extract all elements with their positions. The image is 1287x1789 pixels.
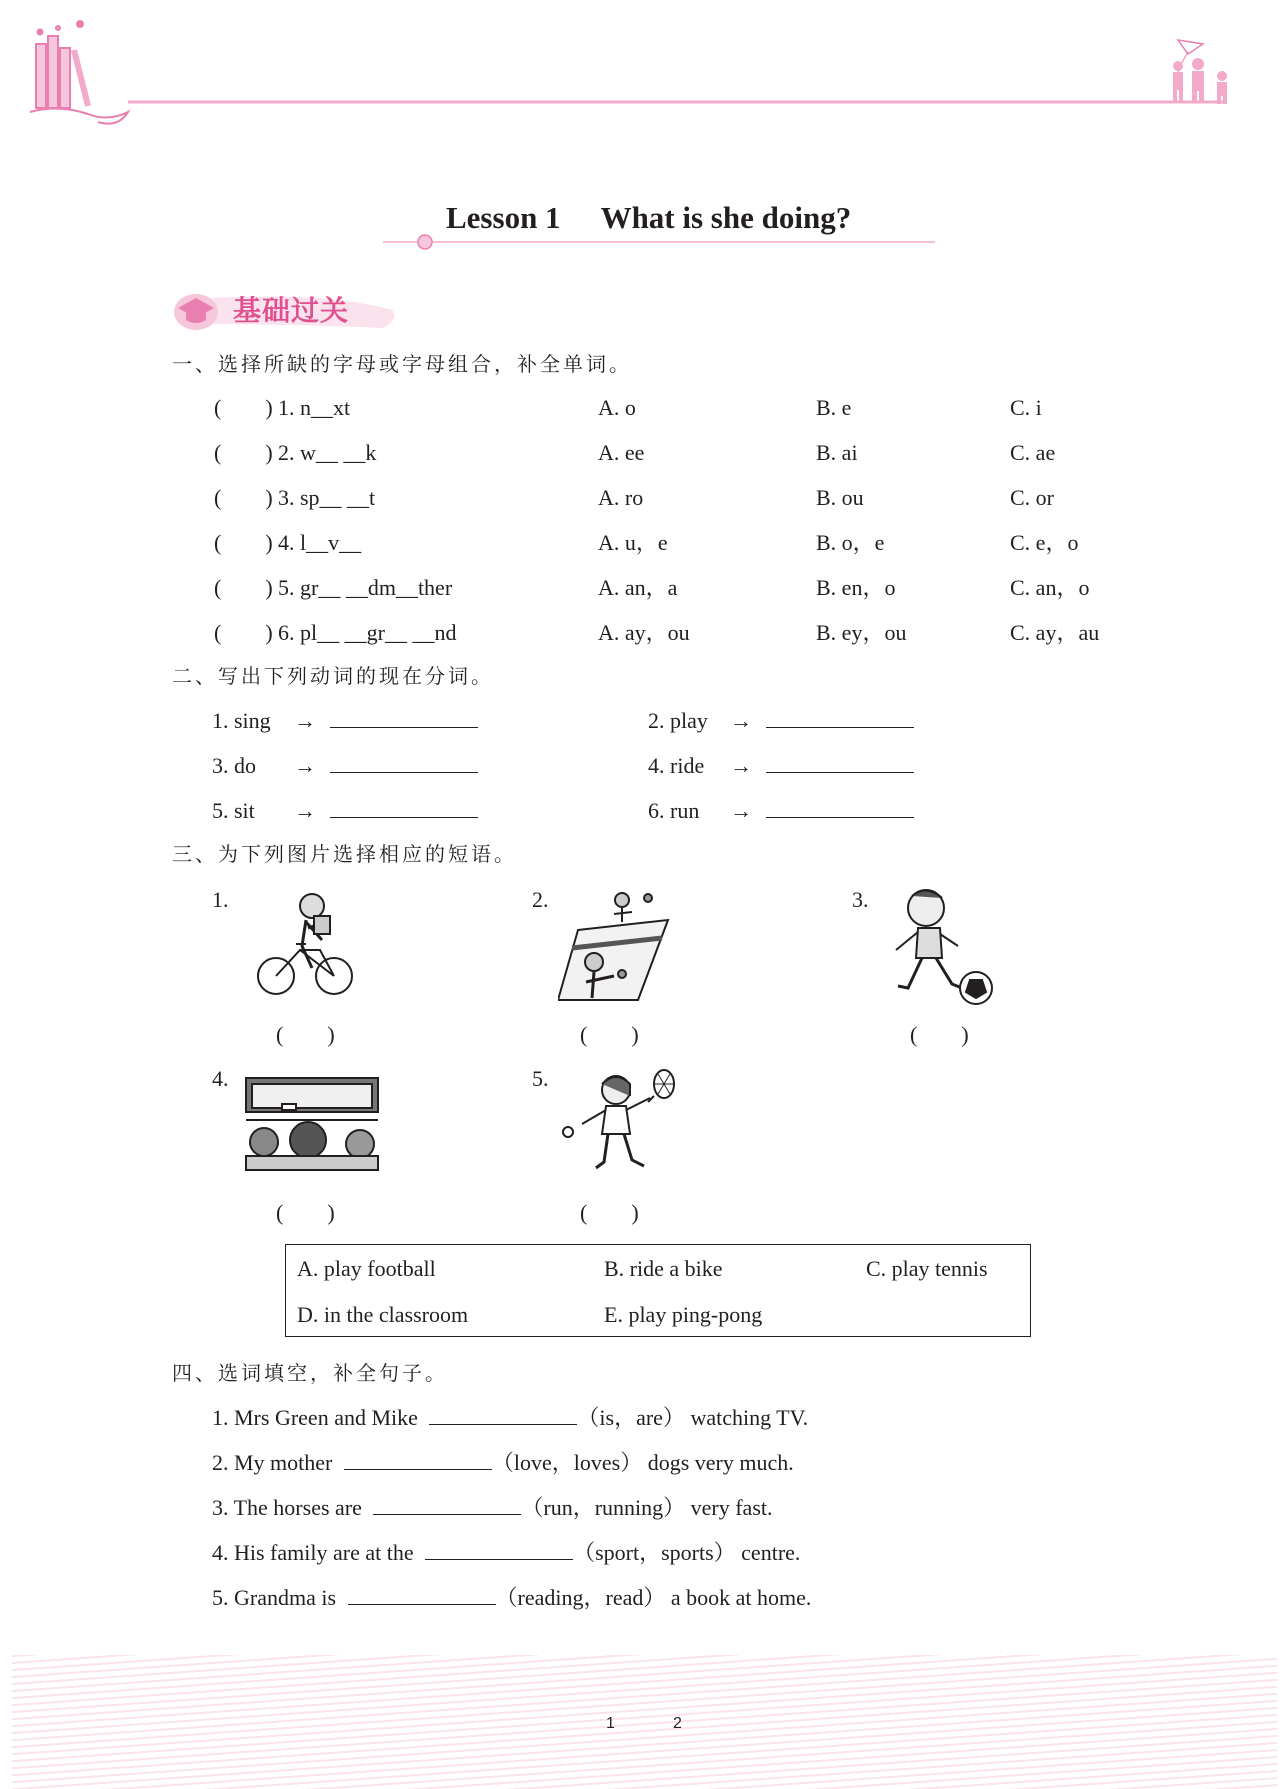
option-a: A. ro (598, 485, 644, 510)
sentence-end: a book at home. (670, 1585, 812, 1610)
answer-bracket[interactable]: ( ) (580, 1022, 639, 1047)
lesson-title (446, 200, 851, 236)
sentence-item (212, 1584, 811, 1612)
page-number-right: 2 (673, 1715, 682, 1732)
answer-blank[interactable] (425, 1539, 573, 1560)
option-c: C. play tennis (866, 1256, 988, 1281)
verb-label: 5. sit (212, 798, 255, 823)
books-logo-icon (30, 21, 128, 124)
answer-blank[interactable] (766, 752, 914, 773)
verb-label: 6. run (648, 798, 700, 823)
picture-number: 2. (532, 887, 549, 912)
answer-blank[interactable] (330, 707, 478, 728)
verb-label: 2. play (648, 708, 708, 733)
arrow-icon: → (730, 798, 752, 823)
picture-number: 1. (212, 887, 229, 912)
answer-blank[interactable] (330, 752, 478, 773)
sentence-end: dogs very much. (647, 1450, 794, 1475)
answer-blank[interactable] (766, 797, 914, 818)
word-choice: （love，loves） (491, 1450, 643, 1475)
footer-band (12, 1655, 1277, 1789)
boy-playing-football-icon (882, 884, 998, 1008)
options-box (285, 1244, 1031, 1337)
answer-bracket[interactable]: ( ) (214, 395, 273, 420)
option-a: A. u，e (598, 530, 668, 555)
word-choice: （run，running） (521, 1495, 686, 1520)
question-text: 1. n__xt (278, 395, 351, 420)
girl-playing-tennis-icon (560, 1068, 686, 1180)
page-number-left: 1 (606, 1715, 615, 1732)
picture-number: 4. (212, 1066, 229, 1091)
answer-bracket[interactable]: ( ) (214, 620, 273, 645)
answer-blank[interactable] (330, 797, 478, 818)
word-choice: （is，are） (577, 1405, 685, 1430)
part4-heading: 四、选词填空，补全句子。 (172, 1361, 448, 1385)
answer-bracket[interactable]: ( ) (580, 1200, 639, 1225)
answer-blank[interactable] (766, 707, 914, 728)
answer-bracket[interactable]: ( ) (276, 1022, 335, 1047)
sentence-start: 5. Grandma is (212, 1585, 337, 1610)
sentence-start: 2. My mother (212, 1450, 333, 1475)
answer-bracket[interactable]: ( ) (214, 485, 273, 510)
option-a: A. an，a (598, 575, 678, 600)
option-c: C. i (1010, 395, 1042, 420)
answer-blank[interactable] (348, 1584, 496, 1605)
picture-number: 3. (852, 887, 869, 912)
option-c: C. e，o (1010, 530, 1079, 555)
sentence-item (212, 1494, 773, 1522)
verb-label: 3. do (212, 753, 256, 778)
option-d: D. in the classroom (297, 1302, 469, 1327)
option-b: B. ai (816, 440, 858, 465)
option-b: B. ou (816, 485, 864, 510)
option-c: C. an，o (1010, 575, 1090, 600)
sentence-end: centre. (741, 1540, 801, 1565)
option-b: B. e (816, 395, 852, 420)
answer-blank[interactable] (373, 1494, 521, 1515)
option-b: B. en，o (816, 575, 896, 600)
option-b: B. ey，ou (816, 620, 907, 645)
answer-bracket[interactable]: ( ) (214, 575, 273, 600)
question-text: 4. l__v__ (278, 530, 362, 555)
classroom-icon (242, 1076, 380, 1172)
answer-blank[interactable] (429, 1404, 577, 1425)
arrow-icon: → (294, 753, 316, 778)
kids-kite-icon (1173, 40, 1227, 104)
sentence-start: 4. His family are at the (212, 1540, 414, 1565)
lesson-question: What is she doing? (600, 200, 852, 235)
part3-heading: 三、为下列图片选择相应的短语。 (172, 842, 517, 866)
word-choice: （reading，read） (495, 1585, 666, 1610)
option-c: C. ay，au (1010, 620, 1100, 645)
question-text: 3. sp__ __t (278, 485, 376, 510)
sentence-start: 1. Mrs Green and Mike (212, 1405, 418, 1430)
option-c: C. ae (1010, 440, 1056, 465)
header-decoration (28, 18, 1248, 138)
option-e: E. play ping-pong (604, 1302, 763, 1327)
arrow-icon: → (294, 708, 316, 733)
question-text: 6. pl__ __gr__ __nd (278, 620, 457, 645)
option-a: A. o (598, 395, 636, 420)
arrow-icon: → (730, 753, 752, 778)
lesson-number: Lesson 1 (446, 200, 561, 235)
ping-pong-players-icon (558, 890, 670, 1006)
sentence-end: very fast. (690, 1495, 773, 1520)
section-badge-label: 基础过关 (233, 294, 350, 327)
sentence-start: 3. The horses are (212, 1495, 362, 1520)
boy-riding-bike-icon (250, 888, 360, 998)
sentence-item (212, 1539, 800, 1567)
option-a: A. ee (598, 440, 645, 465)
picture-number: 5. (532, 1066, 549, 1091)
verb-label: 4. ride (648, 753, 705, 778)
title-underline (383, 232, 935, 252)
part2-heading: 二、写出下列动词的现在分词。 (172, 664, 494, 688)
answer-bracket[interactable]: ( ) (214, 530, 273, 555)
word-choice: （sport，sports） (573, 1540, 736, 1565)
answer-bracket[interactable]: ( ) (214, 440, 273, 465)
sentence-item (212, 1404, 808, 1432)
answer-bracket[interactable]: ( ) (910, 1022, 969, 1047)
option-b: B. o，e (816, 530, 885, 555)
sentence-end: watching TV. (690, 1405, 809, 1430)
arrow-icon: → (294, 798, 316, 823)
sentence-item (212, 1449, 794, 1477)
answer-blank[interactable] (344, 1449, 492, 1470)
part1-heading: 一、选择所缺的字母或字母组合，补全单词。 (172, 352, 632, 376)
question-text: 2. w__ __k (278, 440, 377, 465)
answer-bracket[interactable]: ( ) (276, 1200, 335, 1225)
option-a: A. ay，ou (598, 620, 690, 645)
option-b: B. ride a bike (604, 1256, 723, 1281)
section-badge (170, 284, 400, 332)
verb-label: 1. sing (212, 708, 271, 733)
arrow-icon: → (730, 708, 752, 733)
option-a: A. play football (297, 1256, 436, 1281)
question-text: 5. gr__ __dm__ther (278, 575, 453, 600)
option-c: C. or (1010, 485, 1054, 510)
